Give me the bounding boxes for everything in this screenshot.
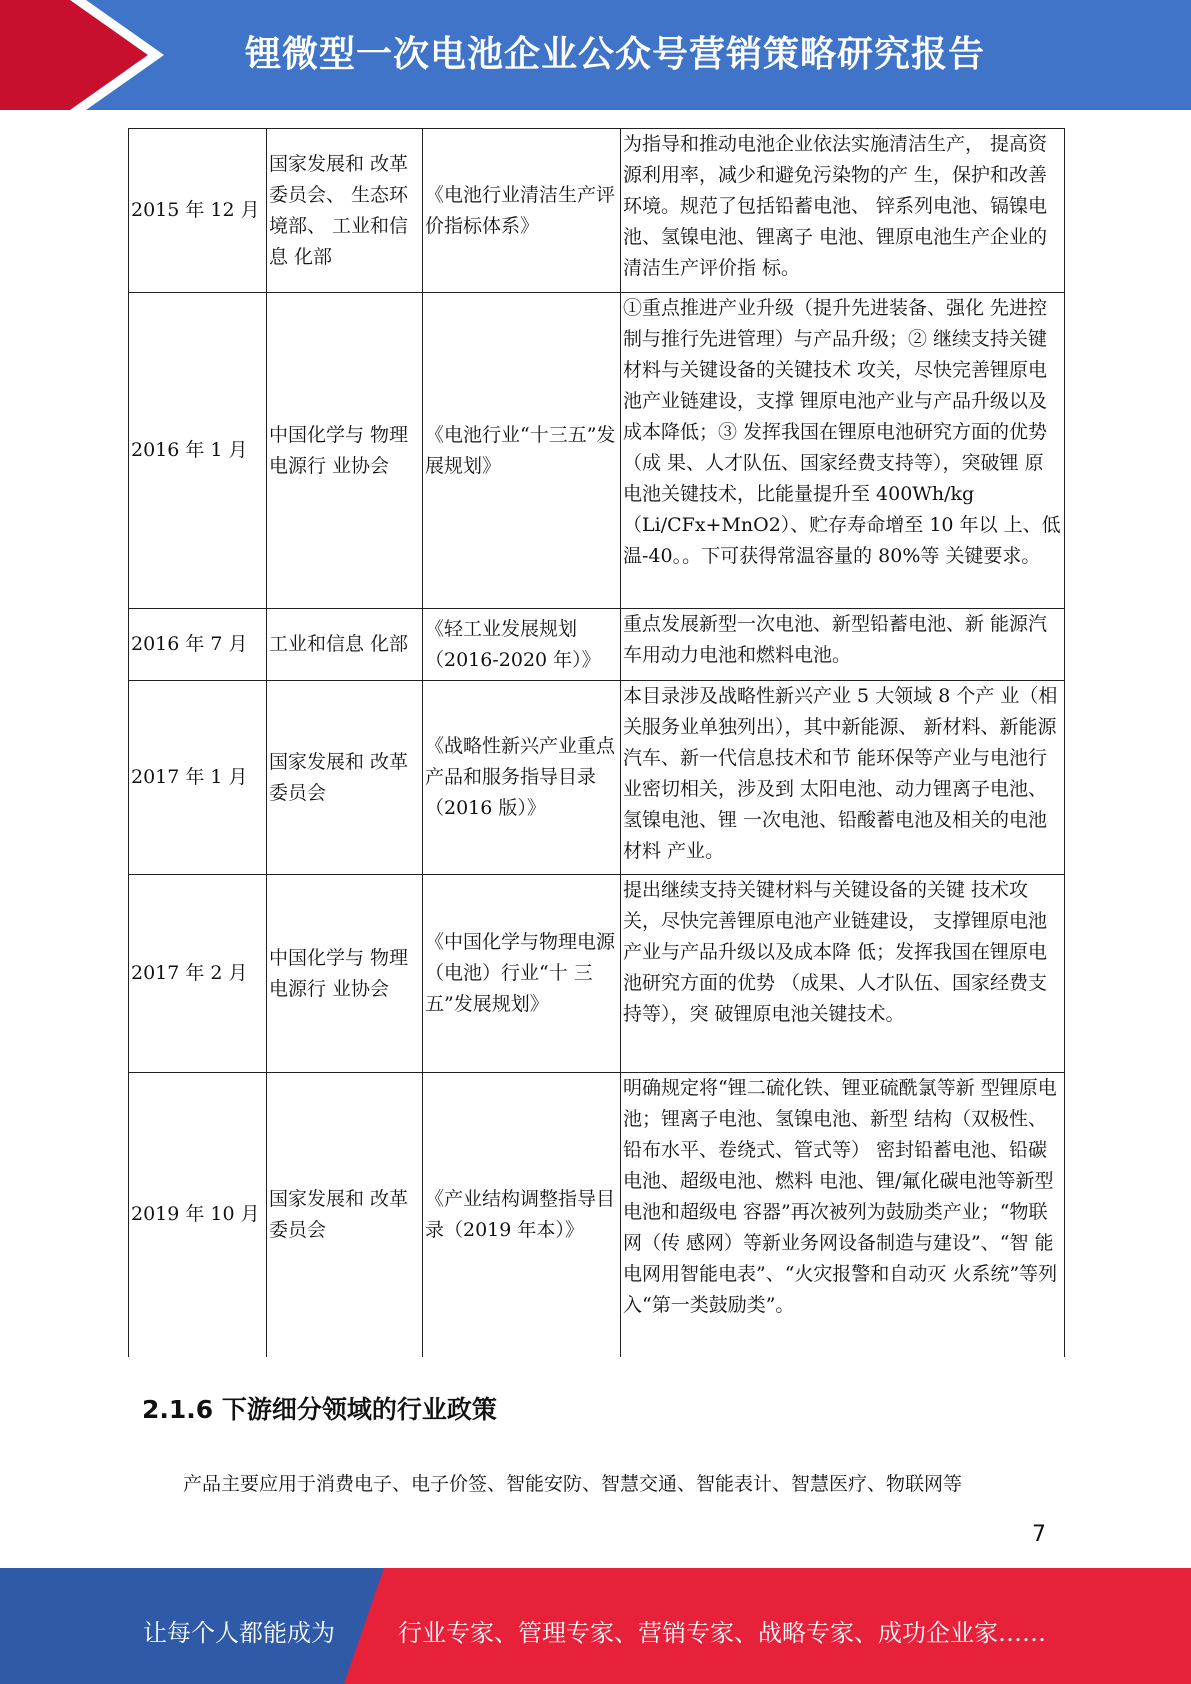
org-cell: 国家发展和 改革委员会、 生态环境部、 工业和信息 化部 (267, 129, 423, 293)
org-cell: 中国化学与 物理电源行 业协会 (267, 293, 423, 609)
date-cell: 2016 年 7 月 (129, 609, 267, 681)
content-cell: 重点发展新型一次电池、新型铅蓄电池、新 能源汽车用动力电池和燃料电池。 (621, 609, 1065, 681)
doc-cell: 《中国化学与物理电源（电池）行业“十 三五”发展规划》 (423, 875, 621, 1073)
content-cell: 明确规定将“锂二硫化铁、锂亚硫酰氯等新 型锂原电池；锂离子电池、氢镍电池、新型 结构（双极性、铅布水平、卷绕式、管式等） 密封铅蓄电池、铅碳电池、超级电池、燃料 电池、锂/氟化碳电池等新型电池和超级电 容器”再次被列为鼓励类产业；“物联网（传 感网）等新业务网设备制造与建设”、“智 能电网用智能电表”、“火灾报警和自动灭 火系统”等列入“第一类鼓励类”。 (621, 1073, 1065, 1357)
org-cell: 中国化学与 物理电源行 业协会 (267, 875, 423, 1073)
body-paragraph: 产品主要应用于消费电子、电子价签、智能安防、智慧交通、智能表计、智慧医疗、物联网等 (183, 1473, 963, 1495)
date-cell: 2015 年 12 月 (129, 129, 267, 293)
table-row (129, 1073, 1065, 1357)
page-number: 7 (1032, 1522, 1046, 1547)
table-row (129, 293, 1065, 609)
content-cell: 为指导和推动电池企业依法实施清洁生产， 提高资源利用率，减少和避免污染物的产 生，保护和改善环境。规范了包括铅蓄电池、 锌系列电池、镉镍电池、氢镍电池、锂离子 电池、锂原电池生产企业的清洁生产评价指 标。 (621, 129, 1065, 293)
doc-cell: 《电池行业“十三五”发展规划》 (423, 293, 621, 609)
table-row (129, 129, 1065, 293)
content-cell: 提出继续支持关键材料与关键设备的关键 技术攻关，尽快完善锂原电池产业链建设， 支撑锂原电池产业与产品升级以及成本降 低；发挥我国在锂原电池研究方面的优势 （成果、人才队伍、国家经费支持等），突 破锂原电池关键技术。 (621, 875, 1065, 1073)
org-cell: 国家发展和 改革委员会 (267, 681, 423, 875)
footer-slogan-left: 让每个人都能成为 (143, 1619, 335, 1647)
table-row (129, 681, 1065, 875)
footer-slogan-right: 行业专家、管理专家、营销专家、战略专家、成功企业家…… (398, 1619, 1046, 1647)
date-cell: 2016 年 1 月 (129, 293, 267, 609)
section-heading: 2.1.6 下游细分领域的行业政策 (142, 1395, 497, 1424)
footer-banner (0, 1568, 1191, 1684)
doc-cell: 《战略性新兴产业重点产品和服务指导目录（2016 版）》 (423, 681, 621, 875)
doc-cell: 《轻工业发展规划（2016-2020 年）》 (423, 609, 621, 681)
content-cell: 本目录涉及战略性新兴产业 5 大领域 8 个产 业（相关服务业单独列出），其中新能源、 新材料、新能源汽车、新一代信息技术和节 能环保等产业与电池行业密切相关，涉及到 太阳电池、动力锂离子电池、氢镍电池、锂 一次电池、铅酸蓄电池及相关的电池材料 产业。 (621, 681, 1065, 875)
doc-cell: 《电池行业清洁生产评价指标体系》 (423, 129, 621, 293)
content-cell: ①重点推进产业升级（提升先进装备、强化 先进控制与推行先进管理）与产品升级；② 继续支持关键材料与关键设备的关键技术 攻关，尽快完善锂原电池产业链建设，支撑 锂原电池产业与产品升级以及成本降低；③ 发挥我国在锂原电池研究方面的优势（成 果、人才队伍、国家经费支持等），突破锂 原电池关键技术，比能量提升至 400Wh/kg （Li/CFx+MnO2）、贮存寿命增至 10 年以 上、低温-40。。下可获得常温容量的 80%等 关键要求。 (621, 293, 1065, 609)
report-title: 锂微型一次电池企业公众号营销策略研究报告 (245, 34, 986, 75)
date-cell: 2019 年 10 月 (129, 1073, 267, 1357)
table-row (129, 609, 1065, 681)
org-cell: 国家发展和 改革委员会 (267, 1073, 423, 1357)
policy-table (128, 128, 1065, 1357)
date-cell: 2017 年 1 月 (129, 681, 267, 875)
org-cell: 工业和信息 化部 (267, 609, 423, 681)
doc-cell: 《产业结构调整指导目录（2019 年本）》 (423, 1073, 621, 1357)
date-cell: 2017 年 2 月 (129, 875, 267, 1073)
table-row (129, 875, 1065, 1073)
header-banner (0, 0, 1191, 110)
